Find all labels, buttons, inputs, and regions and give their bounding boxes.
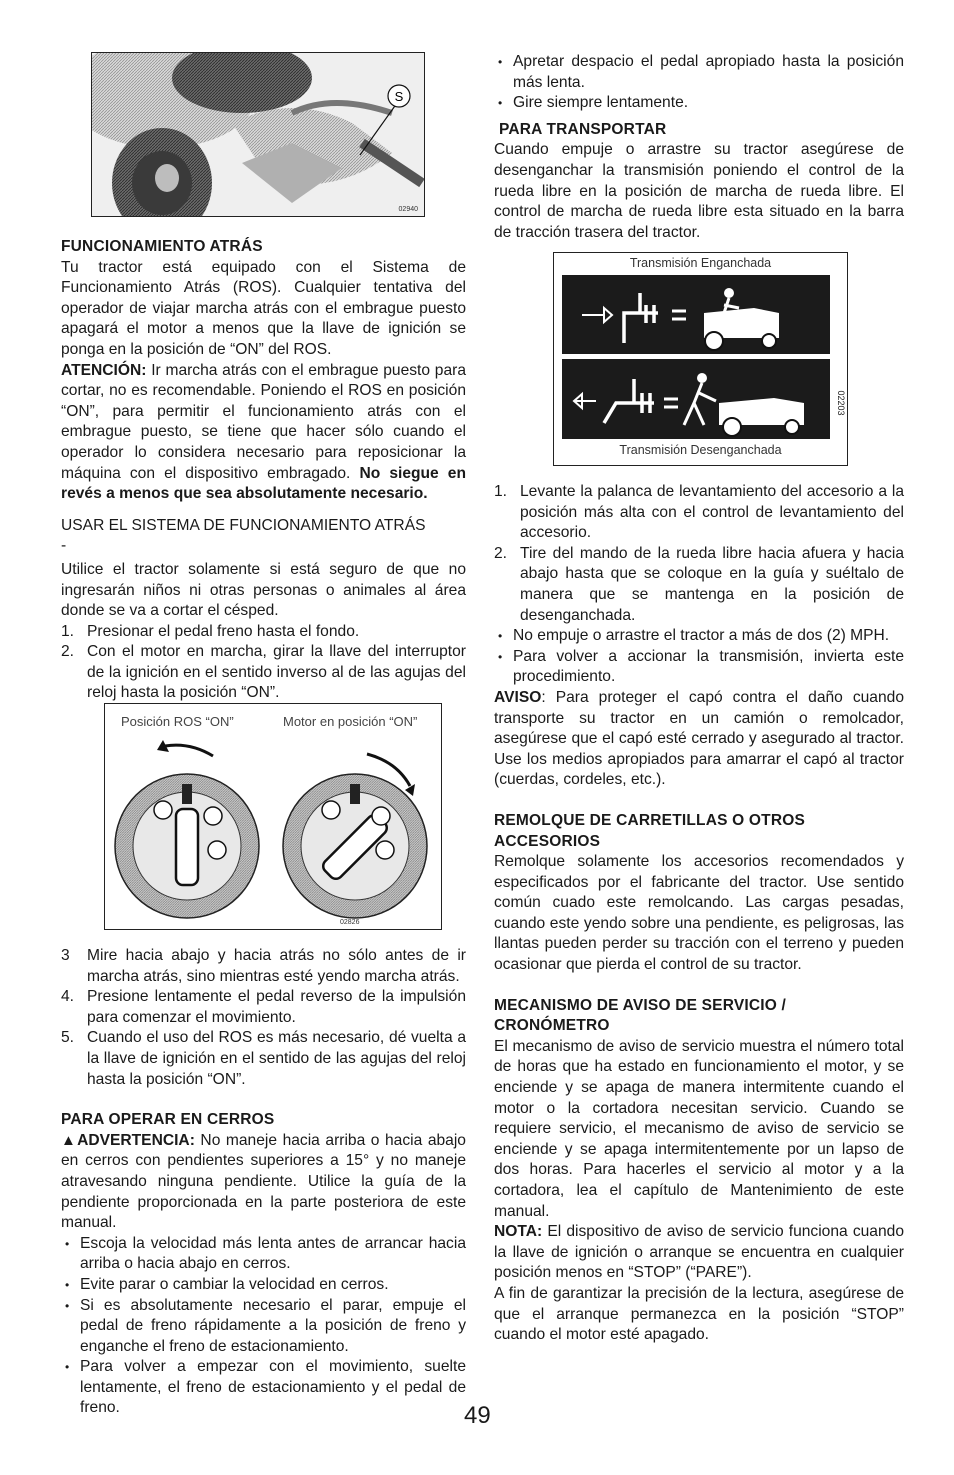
tractor-seat-illustration	[92, 53, 424, 216]
list-item: • Gire siempre lentamente.	[494, 93, 904, 114]
list-item: • No empuje o arrastre el tractor a más de dos (2) MPH.	[494, 626, 904, 647]
section-funcionamiento	[61, 237, 466, 505]
bullet-list	[494, 52, 904, 114]
paragraph: A fin de garantizar la precisión de la lectura, asegúrese de que el arranque permanezca en la posición “STOP” cuando el motor esté apagado.	[494, 1284, 904, 1344]
list-item: • Evite parar o cambiar la velocidad en cerros.	[61, 1275, 466, 1296]
section-heading: PARA OPERAR EN CERROS	[61, 1111, 275, 1129]
left-column	[61, 237, 466, 704]
section-usar	[61, 516, 466, 704]
figure-label-left: Posición ROS “ON”	[121, 714, 234, 729]
section-heading: USAR EL SISTEMA DE FUNCIONAMIENTO ATRÁS -	[61, 516, 426, 555]
steps-list	[494, 482, 904, 626]
list-item: 2. Con el motor en marcha, girar la llave del interruptor de la ignición en el sentido inverso al de las agujas del reloj hasta la posición “ON”.	[61, 643, 466, 702]
paragraph	[61, 1131, 466, 1234]
steps-list	[61, 946, 466, 1090]
aviso-text: : Para proteger el capó contra el daño cuando transporte su tractor en un camión o remolcador, asegúrese que el capó esté cerrado y asegurado al tractor. Use los medios apropiados para amarrar el capó al tractor (cuerdas, cordeles, etc.).	[494, 688, 904, 789]
section-transportar	[494, 120, 904, 244]
transmission-illustration	[554, 253, 847, 465]
paragraph	[61, 258, 466, 505]
aviso-paragraph	[494, 688, 904, 791]
list-item: 1. Levante la palanca de levantamiento del accesorio a la posición más alta con el control de levantamiento del accesorio.	[494, 483, 904, 542]
list-item: 3 Mire hacia abajo y hacia atrás no sólo antes de ir marcha atrás, sino mientras esté yendo marcha atrás.	[61, 947, 466, 985]
figure-label-top: Transmisión Enganchada	[629, 256, 772, 270]
warning-icon: ▲	[61, 1131, 78, 1149]
right-column	[494, 52, 904, 243]
left-column-lower	[61, 946, 466, 1419]
section-heading: PARA TRANSPORTAR	[499, 120, 667, 138]
list-item: 5. Cuando el uso del ROS es más necesario, dé vuelta a la llave de ignición en el sentido de las agujas del reloj hasta la posición “ON”.	[61, 1029, 466, 1088]
figure-code: 02940	[398, 206, 418, 213]
atencion-text: Ir marcha atrás con el embrague puesto para cortar, no es recomendable. Poniendo el ROS en posición “ON”, para permitir el funcionamiento atrás con el embrague puesto, se tiene que hacer sólo cuando el operador lo considera necesario para reposicionar la máquina con el dispositivo embragado.	[61, 361, 466, 482]
atencion-bold: No siegue en revés a menos que sea absolutamente necesario.	[61, 464, 466, 503]
section-heading: MECANISMO DE AVISO DE SERVICIO / CRONÓMETRO	[494, 996, 787, 1035]
figure-code: 02826	[340, 919, 360, 926]
warning-label: ADVERTENCIA:	[77, 1131, 195, 1149]
paragraph: Remolque solamente los accesorios recomendados y especificados por el fabricante del tractor. Use sentido común cuado este remolcando. Las cargas pesadas, cuando este yendo sobre una pendiente, es peligrosas, las llantas pueden perder su tracción con el terreno y pueden ocasionar que pierda el control de su tractor.	[494, 853, 904, 974]
warning-text: No maneje hacia arriba o hacia abajo en cerros con pendientes superiores a 15° y no maneje atravesando ninguna pendiente. Utilice la guía de la pendiente proporcionada en la parte posteriora de este manual.	[61, 1131, 466, 1232]
list-item: 2. Tire del mando de la rueda libre hacia afuera y hacia abajo hasta que se coloque en la guía y suéltalo de manera que se mantenga en la posición de desenganchada.	[494, 544, 904, 624]
atencion-label: ATENCIÓN:	[61, 361, 147, 379]
nota-text: El dispositivo de aviso de servicio funciona cuando la llave de ignición o arranque se encuentra en cualquier posición menos en “STOP” (“PARE”).	[494, 1223, 904, 1282]
section-remolque	[494, 811, 904, 976]
ignition-keys-illustration	[105, 704, 441, 929]
list-item: 1. Presionar el pedal freno hasta el fondo.	[61, 622, 360, 640]
list-item: • Escoja la velocidad más lenta antes de arrancar hacia arriba o hacia abajo en cerros.	[61, 1234, 466, 1275]
paragraph: Cuando empuje o arrastre su tractor asegúrese de desenganchar la transmisión poniendo el control de la rueda libre en la posición de marcha de rueda libre. El control de marcha de rueda libre esta situado en la barra de tracción trasera del tractor.	[494, 141, 904, 241]
nota-paragraph	[494, 1222, 904, 1284]
page-number: 49	[464, 1402, 491, 1429]
aviso-label: AVISO	[494, 688, 542, 706]
section-mecanismo	[494, 996, 904, 1346]
paragraph: El mecanismo de aviso de servicio muestra el número total de horas que ha estado en funcionamiento el motor, y se enciende y se apaga de manera intermitente cuando el motor o la cortadora necesitan servicio. Cuando se requiere servicio, el mecanismo de aviso de servicio se enciende y se apaga intermitentemente por un lapso de dos horas. Para hacerles el servicio al motor y a la cortadora, lea el capítulo de Mantenimiento de este manual.	[494, 1037, 904, 1220]
figure-label-bottom: Transmisión Desenganchada	[619, 443, 782, 457]
callout-letter: S	[394, 89, 404, 104]
list-item: 4. Presione lentamente el pedal reverso de la impulsión para comenzar el movimiento.	[61, 988, 466, 1026]
nota-label: NOTA:	[494, 1223, 543, 1241]
list-item: • Apretar despacio el pedal apropiado hasta la posición más lenta.	[494, 52, 904, 93]
section-cerros	[61, 1110, 466, 1419]
section-heading: REMOLQUE DE CARRETILLAS O OTROS ACCESORIOS	[494, 811, 806, 850]
list-item: • Para volver a empezar con el movimiento, suelte lentamente, el freno de estacionamiento y el pedal de freno.	[61, 1357, 466, 1419]
figure-label-right: Motor en posición “ON”	[283, 714, 418, 729]
ignition-keys-figure	[104, 703, 442, 930]
intro-text: Tu tractor está equipado con el Sistema de Funcionamiento Atrás (ROS). Cualquier tentativa del operador de viajar marcha atrás con el embrague puesto apagará el motor a menos que la llave de ignición se ponga en la posición de “ON” del ROS.	[61, 258, 466, 358]
figure-code: 02203	[836, 390, 846, 416]
section-heading: FUNCIONAMIENTO ATRÁS	[61, 238, 263, 255]
list-item: • Si es absolutamente necesario el parar, empuje el pedal de freno rápidamente a la posición de freno y enganche el freno de estacionamiento.	[61, 1296, 466, 1358]
right-column-middle	[494, 482, 904, 1346]
steps-list	[61, 622, 466, 704]
tractor-seat-photo	[91, 52, 425, 217]
list-item: • Para volver a accionar la transmisión, invierta este procedimiento.	[494, 647, 904, 688]
paragraph: Utilice el tractor solamente si está seguro de que no ingresarán niños ni otras personas o animales al área donde se va a cortar el césped.	[61, 560, 466, 620]
bullet-list	[61, 1234, 466, 1419]
bullet-list	[494, 626, 904, 688]
transmission-figure	[553, 252, 848, 466]
